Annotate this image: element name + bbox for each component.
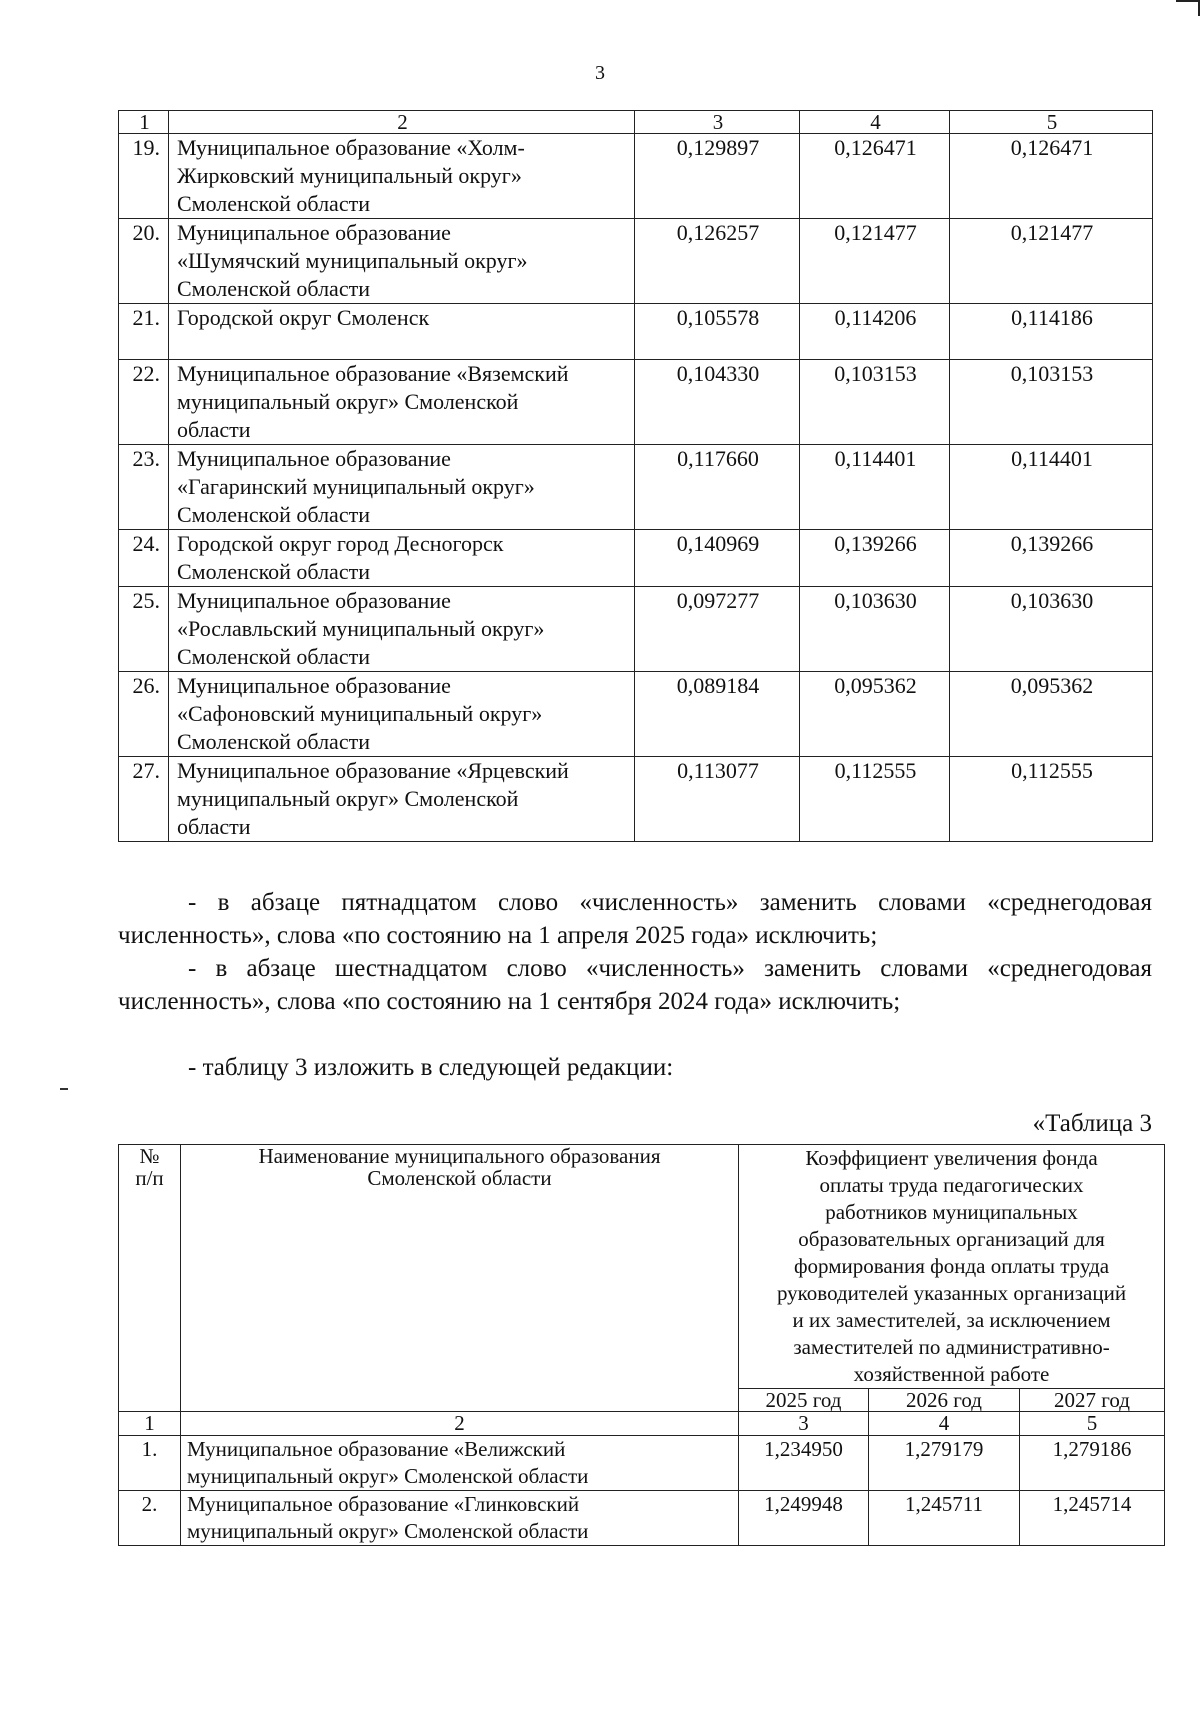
col-number-3: 3 — [739, 1412, 869, 1436]
value-2025: 0,129897 — [635, 134, 800, 219]
paragraph-table-3-intro: - таблицу 3 изложить в следующей редакции: — [188, 1054, 674, 1081]
municipality-name: Муниципальное образование «Глинковский муниципальный округ» Смоленской области — [181, 1491, 739, 1546]
table-row — [119, 587, 1153, 672]
table-row — [119, 757, 1153, 842]
row-number: 19. — [119, 134, 169, 219]
table-row — [119, 530, 1153, 587]
municipality-name: Муниципальное образование «Ярцевский муниципальный округ» Смоленской области — [169, 757, 635, 842]
value-2026: 0,095362 — [800, 672, 950, 757]
value-2025: 0,105578 — [635, 304, 800, 360]
row-number: 24. — [119, 530, 169, 587]
row-number: 25. — [119, 587, 169, 672]
municipality-name: Муниципальное образование «Сафоновский муниципальный округ» Смоленской области — [169, 672, 635, 757]
header-municipality: Наименование муниципального образования Смоленской области — [181, 1145, 739, 1412]
table-row — [119, 1436, 1165, 1491]
value-2026: 0,126471 — [800, 134, 950, 219]
value-2025: 0,117660 — [635, 445, 800, 530]
value-2026: 0,103153 — [800, 360, 950, 445]
municipality-name: Муниципальное образование «Велижский муниципальный округ» Смоленской области — [181, 1436, 739, 1491]
page-number: 3 — [595, 62, 605, 84]
municipality-name: Муниципальное образование «Шумячский муниципальный округ» Смоленской области — [169, 219, 635, 304]
value-2026: 0,121477 — [800, 219, 950, 304]
header-year-2027: 2027 год — [1020, 1389, 1165, 1412]
value-2027: 0,114186 — [950, 304, 1153, 360]
value-2025: 0,097277 — [635, 587, 800, 672]
scan-artifact — [60, 1088, 68, 1090]
value-2025: 1,249948 — [739, 1491, 869, 1546]
scan-corner-mark — [1176, 0, 1200, 16]
row-number: 2. — [119, 1491, 181, 1546]
value-2026: 0,114401 — [800, 445, 950, 530]
row-number: 22. — [119, 360, 169, 445]
paragraph-amendment-16: - в абзаце шестнадцатом слово «численность» заменить словами «среднегодовая численность», слова «по состоянию на 1 сентября 2024 года» исключить; — [118, 955, 1152, 1015]
table-row — [119, 672, 1153, 757]
value-2027: 0,114401 — [950, 445, 1153, 530]
value-2027: 0,126471 — [950, 134, 1153, 219]
value-2026: 0,103630 — [800, 587, 950, 672]
coefficients-table-continued — [118, 110, 1153, 842]
table-row — [119, 445, 1153, 530]
municipality-name: Городской округ Смоленск — [169, 304, 635, 360]
value-2025: 0,089184 — [635, 672, 800, 757]
header-year-2026: 2026 год — [869, 1389, 1020, 1412]
value-2026: 0,112555 — [800, 757, 950, 842]
value-2027: 0,121477 — [950, 219, 1153, 304]
table-row — [119, 134, 1153, 219]
value-2026: 1,245711 — [869, 1491, 1020, 1546]
col-number-5: 5 — [950, 111, 1153, 134]
table-3-caption: «Таблица 3 — [1032, 1110, 1152, 1137]
municipality-name: Муниципальное образование «Гагаринский муниципальный округ» Смоленской области — [169, 445, 635, 530]
value-2027: 0,095362 — [950, 672, 1153, 757]
row-number: 23. — [119, 445, 169, 530]
row-number: 27. — [119, 757, 169, 842]
col-number-1: 1 — [119, 111, 169, 134]
col-number-2: 2 — [181, 1412, 739, 1436]
municipality-name: Муниципальное образование «Рославльский муниципальный округ» Смоленской области — [169, 587, 635, 672]
col-number-2: 2 — [169, 111, 635, 134]
value-2026: 0,139266 — [800, 530, 950, 587]
value-2025: 0,140969 — [635, 530, 800, 587]
value-2027: 0,112555 — [950, 757, 1153, 842]
col-number-4: 4 — [800, 111, 950, 134]
value-2027: 0,139266 — [950, 530, 1153, 587]
municipality-name: Городской округ город Десногорск Смоленской области — [169, 530, 635, 587]
municipality-name: Муниципальное образование «Холм- Жирковский муниципальный округ» Смоленской области — [169, 134, 635, 219]
value-2025: 0,126257 — [635, 219, 800, 304]
row-number: 21. — [119, 304, 169, 360]
row-number: 1. — [119, 1436, 181, 1491]
table-3-column-numbers — [119, 1412, 1165, 1436]
value-2025: 0,113077 — [635, 757, 800, 842]
value-2026: 0,114206 — [800, 304, 950, 360]
table-row — [119, 219, 1153, 304]
value-2026: 1,279179 — [869, 1436, 1020, 1491]
value-2027: 1,245714 — [1020, 1491, 1165, 1546]
header-year-2025: 2025 год — [739, 1389, 869, 1412]
table-header-row — [119, 111, 1153, 134]
municipality-name: Муниципальное образование «Вяземский муниципальный округ» Смоленской области — [169, 360, 635, 445]
paragraph-amendment-15: - в абзаце пятнадцатом слово «численность» заменить словами «среднегодовая численность», слова «по состоянию на 1 апреля 2025 года» исключить; — [118, 889, 1152, 949]
value-2027: 0,103630 — [950, 587, 1153, 672]
row-number: 20. — [119, 219, 169, 304]
table-3 — [118, 1144, 1165, 1546]
value-2027: 1,279186 — [1020, 1436, 1165, 1491]
table-row — [119, 1491, 1165, 1546]
row-number: 26. — [119, 672, 169, 757]
header-coefficient: Коэффициент увеличения фонда оплаты труда педагогических работников муниципальных образовательных организаций для формирования фонда оплаты труда руководителей указанных организаций и их заместителей, за исключением заместителей по административно- хозяйственной работе — [739, 1145, 1165, 1389]
header-row-number: № п/п — [119, 1145, 181, 1412]
table-3-header-row — [119, 1145, 1165, 1389]
value-2025: 1,234950 — [739, 1436, 869, 1491]
value-2025: 0,104330 — [635, 360, 800, 445]
table-row — [119, 304, 1153, 360]
value-2027: 0,103153 — [950, 360, 1153, 445]
col-number-4: 4 — [869, 1412, 1020, 1436]
table-row — [119, 360, 1153, 445]
col-number-1: 1 — [119, 1412, 181, 1436]
col-number-5: 5 — [1020, 1412, 1165, 1436]
col-number-3: 3 — [635, 111, 800, 134]
